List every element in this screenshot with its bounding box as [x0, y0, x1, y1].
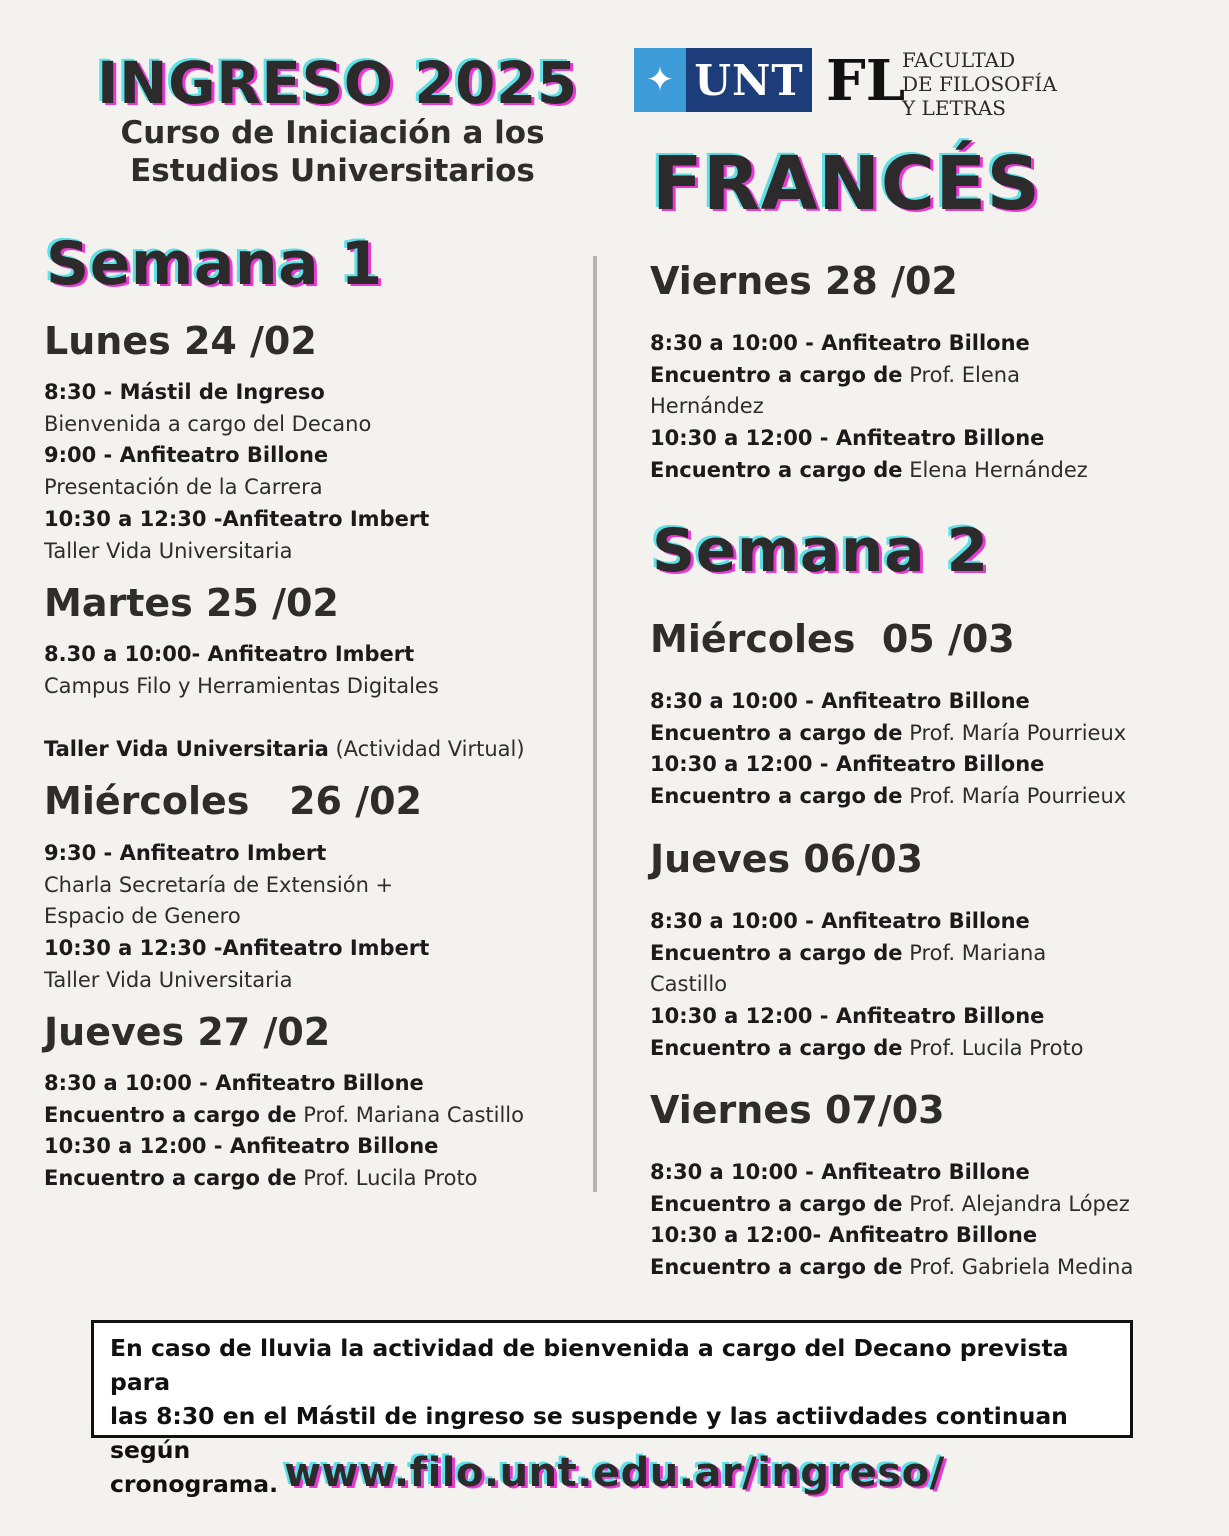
schedule-teacher: Prof. Alejandra López	[902, 1191, 1130, 1216]
day-wednesday-26: Miércoles 26 /02	[44, 779, 422, 823]
schedule-label: Encuentro a cargo de	[650, 1255, 903, 1280]
schedule-teacher: Prof. Elena	[902, 362, 1020, 387]
schedule-activity: Charla Secretaría de Extensión +	[44, 872, 394, 897]
schedule-teacher: Elena Hernández	[902, 457, 1088, 482]
notice-line-3: cronograma.	[110, 1470, 279, 1498]
schedule-label: Encuentro a cargo de	[650, 362, 903, 387]
schedule-label: Encuentro a cargo de	[650, 457, 903, 482]
schedule-time: 10:30 a 12:00- Anfiteatro Billone	[650, 1223, 1038, 1248]
day-friday-28: Viernes 28 /02	[650, 259, 958, 303]
friday-07-schedule	[650, 1157, 1133, 1284]
notice-line-1: En caso de lluvia la actividad de bienvenida a cargo del Decano prevista para	[110, 1334, 1069, 1396]
fl-logo: FL	[826, 48, 906, 114]
schedule-activity: Bienvenida a cargo del Decano	[44, 411, 372, 436]
thursday-06-schedule	[650, 906, 1084, 1065]
schedule-teacher: Castillo	[650, 972, 728, 997]
day-thursday-27: Jueves 27 /02	[44, 1010, 331, 1054]
schedule-teacher: Prof. María Pourrieux	[902, 720, 1127, 745]
schedule-activity: Presentación de la Carrera	[44, 475, 323, 500]
schedule-note: (Actividad Virtual)	[328, 737, 525, 761]
day-monday-24: Lunes 24 /02	[44, 319, 317, 363]
schedule-teacher: Prof. María Pourrieux	[902, 784, 1127, 809]
schedule-time: 8:30 a 10:00 - Anfiteatro Billone	[650, 1160, 1030, 1184]
monday-schedule	[44, 377, 429, 567]
schedule-time: 8:30 a 10:00 - Anfiteatro Billone	[650, 331, 1030, 355]
subtitle-line-1: Curso de Iniciación a los	[120, 115, 545, 151]
schedule-label: Encuentro a cargo de	[44, 1102, 297, 1127]
thursday-schedule	[44, 1068, 524, 1195]
subject-title: FRANCÉS	[652, 141, 1041, 227]
schedule-time: 8.30 a 10:00- Anfiteatro Imbert	[44, 642, 415, 666]
schedule-time: 8:30 - Mástil de Ingreso	[44, 380, 325, 404]
unt-logo	[634, 48, 812, 112]
wednesday-schedule	[44, 838, 429, 997]
schedule-time: 10:30 a 12:00 - Anfiteatro Billone	[650, 752, 1045, 777]
schedule-teacher: Prof. Mariana Castillo	[296, 1102, 524, 1127]
friday-28-schedule	[650, 328, 1088, 487]
schedule-time: 10:30 a 12:00 - Anfiteatro Billone	[44, 1134, 439, 1159]
faculty-name	[902, 48, 1057, 120]
page-title: INGRESO 2025	[97, 49, 578, 117]
schedule-activity-bold: Taller Vida Universitaria	[44, 737, 329, 761]
day-friday-07: Viernes 07/03	[650, 1088, 945, 1132]
schedule-time: 8:30 a 10:00 - Anfiteatro Billone	[650, 909, 1030, 933]
schedule-time: 10:30 a 12:30 -Anfiteatro Imbert	[44, 506, 430, 531]
schedule-time: 8:30 a 10:00 - Anfiteatro Billone	[44, 1071, 424, 1095]
column-divider	[593, 256, 597, 1192]
wednesday-05-schedule	[650, 686, 1126, 813]
schedule-time: 9:30 - Anfiteatro Imbert	[44, 841, 327, 865]
notice-line-2: las 8:30 en el Mástil de ingreso se suspende y las actiivdades continuan según	[110, 1402, 1068, 1464]
week-2-title: Semana 2	[652, 516, 989, 586]
schedule-time: 10:30 a 12:00 - Anfiteatro Billone	[650, 426, 1045, 451]
unt-logo-text: UNT	[686, 48, 812, 112]
website-link[interactable]: www.filo.unt.edu.ar/ingreso/	[284, 1450, 945, 1496]
schedule-label: Encuentro a cargo de	[650, 1035, 903, 1060]
schedule-teacher: Prof. Gabriela Medina	[902, 1255, 1134, 1280]
schedule-label: Encuentro a cargo de	[650, 784, 903, 809]
tuesday-schedule	[44, 639, 439, 702]
schedule-activity: Campus Filo y Herramientas Digitales	[44, 673, 439, 698]
day-wednesday-05: Miércoles 05 /03	[650, 617, 1015, 661]
day-tuesday-25: Martes 25 /02	[44, 581, 339, 625]
schedule-teacher: Prof. Lucila Proto	[902, 1035, 1084, 1060]
tuesday-virtual	[44, 734, 525, 766]
schedule-teacher: Hernández	[650, 394, 764, 419]
schedule-label: Encuentro a cargo de	[650, 720, 903, 745]
schedule-activity: Taller Vida Universitaria	[44, 538, 293, 563]
schedule-time: 10:30 a 12:00 - Anfiteatro Billone	[650, 1004, 1045, 1029]
schedule-time: 9:00 - Anfiteatro Billone	[44, 443, 329, 468]
subtitle-line-2: Estudios Universitarios	[130, 153, 535, 189]
week-1-title: Semana 1	[46, 229, 383, 299]
day-thursday-06: Jueves 06/03	[650, 837, 923, 881]
schedule-label: Encuentro a cargo de	[44, 1166, 297, 1191]
schedule-teacher: Prof. Lucila Proto	[296, 1166, 478, 1191]
schedule-time: 10:30 a 12:30 -Anfiteatro Imbert	[44, 936, 430, 961]
schedule-label: Encuentro a cargo de	[650, 940, 903, 965]
faculty-line-1: FACULTAD	[902, 48, 1016, 72]
star-icon: ✦	[634, 48, 686, 112]
schedule-activity: Taller Vida Universitaria	[44, 967, 293, 992]
faculty-line-2: DE FILOSOFÍA	[902, 72, 1057, 96]
faculty-line-3: Y LETRAS	[902, 96, 1006, 120]
schedule-teacher: Prof. Mariana	[902, 940, 1047, 965]
schedule-time: 8:30 a 10:00 - Anfiteatro Billone	[650, 689, 1030, 713]
schedule-activity: Espacio de Genero	[44, 904, 241, 929]
schedule-label: Encuentro a cargo de	[650, 1191, 903, 1216]
